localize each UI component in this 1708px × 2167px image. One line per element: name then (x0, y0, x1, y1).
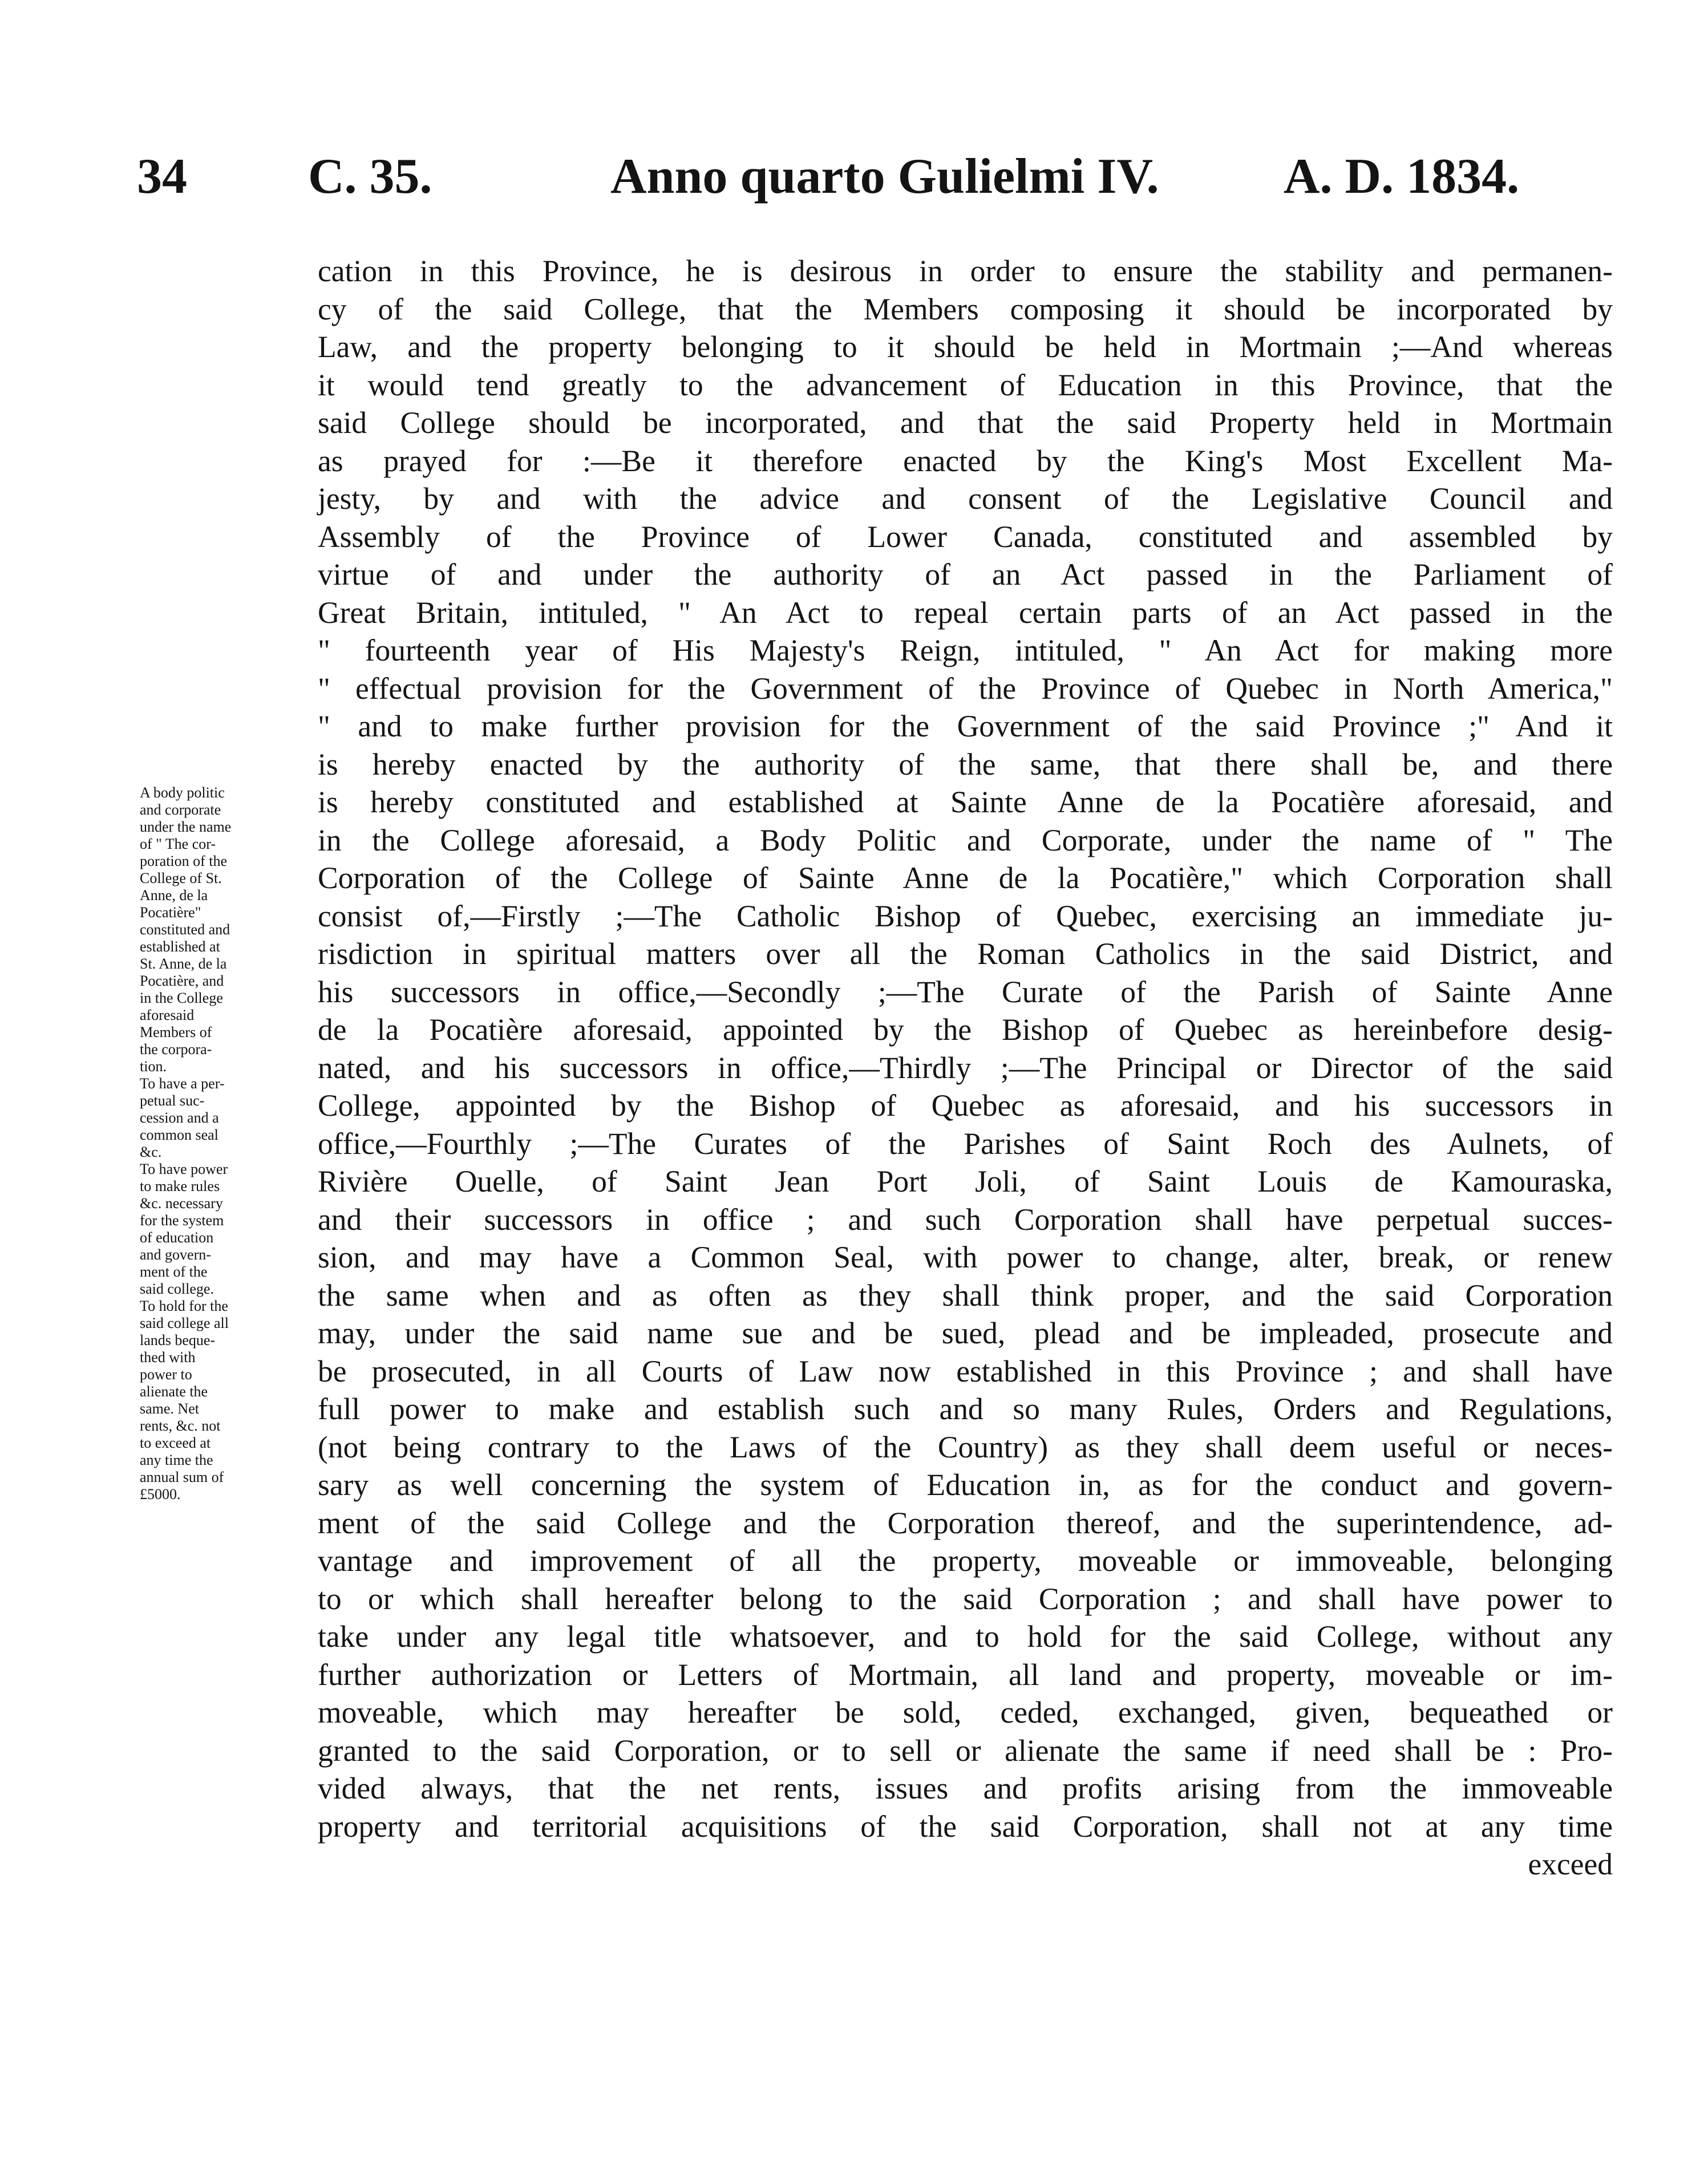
regnal-title: Anno quarto Gulielmi IV. (610, 149, 1159, 204)
text-line: Law, and the property belonging to it should be held in Mortmain ;—And whereas (318, 330, 1613, 364)
text-line: be prosecuted, in all Courts of Law now established in this Province ; and shall have (318, 1354, 1613, 1388)
margin-note-line: rents, &c. not (140, 1417, 221, 1434)
margin-note-line: said college. (140, 1281, 214, 1297)
margin-note-line: Anne, de la (140, 887, 208, 904)
margin-note-line: A body politic (140, 784, 225, 801)
text-line: and their successors in office ; and such Corporation shall have perpetual succes- (318, 1202, 1613, 1237)
text-line: in the College aforesaid, a Body Politic and Corporate, under the name of " The (318, 823, 1613, 857)
statute-text (318, 252, 1613, 1884)
text-line: is hereby enacted by the authority of the same, that there shall be, and there (318, 747, 1613, 781)
margin-note-line: to exceed at (140, 1435, 211, 1451)
margin-note-line: petual suc- (140, 1092, 205, 1109)
margin-note-line: the corpora- (140, 1041, 212, 1058)
margin-note-line: and corporate (140, 801, 221, 818)
margin-note-line: annual sum of (140, 1469, 224, 1485)
catchword: exceed (1528, 1847, 1613, 1881)
margin-note-line: To have a per- (140, 1075, 225, 1092)
margin-notes (140, 784, 305, 1503)
margin-note-line: cession and a (140, 1109, 219, 1126)
margin-note-line: To have power (140, 1161, 228, 1177)
text-line: consist of,—Firstly ;—The Catholic Bishop of Quebec, exercising an immediate ju- (318, 898, 1613, 933)
text-line: vantage and improvement of all the property, moveable or immoveable, belonging (318, 1544, 1613, 1578)
margin-note-line: same. Net (140, 1400, 199, 1417)
margin-note-line: under the name (140, 819, 232, 835)
text-line: his successors in office,—Secondly ;—The Curate of the Parish of Sainte Anne (318, 974, 1613, 1009)
year: A. D. 1834. (1284, 149, 1520, 204)
text-line: granted to the said Corporation, or to sell or alienate the same if need shall be : Pro- (318, 1733, 1613, 1768)
text-line: nated, and his successors in office,—Thirdly ;—The Principal or Director of the said (318, 1050, 1613, 1085)
margin-note-line: To hold for the (140, 1298, 228, 1314)
text-line: vided always, that the net rents, issues and profits arising from the immoveable (318, 1771, 1613, 1805)
text-line: " fourteenth year of His Majesty's Reign, intituled, " An Act for making more (318, 633, 1613, 667)
margin-note-line: of education (140, 1229, 214, 1246)
text-line: College, appointed by the Bishop of Quebec as aforesaid, and his successors in (318, 1088, 1613, 1123)
text-line: jesty, by and with the advice and consent of the Legislative Council and (318, 481, 1613, 516)
text-line: Rivière Ouelle, of Saint Jean Port Joli, of Saint Louis de Kamouraska, (318, 1164, 1613, 1198)
text-line: moveable, which may hereafter be sold, ceded, exchanged, given, bequeathed or (318, 1695, 1613, 1729)
text-line: " and to make further provision for the Government of the said Province ;" And it (318, 709, 1613, 743)
margin-note-line: lands beque- (140, 1332, 216, 1348)
text-line: Great Britain, intituled, " An Act to repeal certain parts of an Act passed in the (318, 595, 1613, 630)
text-line: Corporation of the College of Sainte Anne de la Pocatière," which Corporation shall (318, 861, 1613, 895)
text-line: office,—Fourthly ;—The Curates of the Parishes of Saint Roch des Aulnets, of (318, 1126, 1613, 1161)
margin-note-line: of " The cor- (140, 836, 216, 852)
text-line: risdiction in spiritual matters over all the Roman Catholics in the said District, and (318, 937, 1613, 971)
margin-note-line: common seal (140, 1127, 218, 1143)
margin-note-line: St. Anne, de la (140, 955, 227, 972)
text-line: as prayed for :—Be it therefore enacted by the King's Most Excellent Ma- (318, 443, 1613, 478)
text-line: sion, and may have a Common Seal, with power to change, alter, break, or renew (318, 1240, 1613, 1274)
margin-note-line: and govern- (140, 1246, 211, 1263)
margin-note-line: College of St. (140, 870, 222, 886)
text-line: (not being contrary to the Laws of the Country) as they shall deem useful or neces- (318, 1429, 1613, 1464)
text-line: it would tend greatly to the advancement of Education in this Province, that the (318, 367, 1613, 402)
text-line: sary as well concerning the system of Education in, as for the conduct and govern- (318, 1468, 1613, 1502)
text-line: said College should be incorporated, and that the said Property held in Mortmain (318, 406, 1613, 440)
margin-note-line: to make rules (140, 1178, 220, 1194)
margin-note-line: for the system (140, 1212, 224, 1229)
margin-note-line: tion. (140, 1058, 167, 1075)
chapter-number: C. 35. (308, 149, 432, 204)
margin-note-line: Pocatière, and (140, 973, 224, 989)
text-line: ment of the said College and the Corporation thereof, and the superintendence, ad- (318, 1505, 1613, 1540)
text-line: de la Pocatière aforesaid, appointed by the Bishop of Quebec as hereinbefore desig- (318, 1012, 1613, 1047)
text-line: full power to make and establish such and so many Rules, Orders and Regulations, (318, 1392, 1613, 1426)
margin-note-line: any time the (140, 1452, 213, 1468)
text-line: take under any legal title whatsoever, and to hold for the said College, without any (318, 1619, 1613, 1654)
margin-note-line: ment of the (140, 1263, 208, 1280)
margin-note-line: said college all (140, 1315, 229, 1331)
margin-note-line: alienate the (140, 1383, 208, 1400)
margin-note-line: &c. (140, 1144, 162, 1160)
margin-note-line: power to (140, 1366, 192, 1383)
margin-note-line: constituted and (140, 921, 230, 938)
running-header (137, 143, 1597, 211)
text-line: may, under the said name sue and be sued, plead and be impleaded, prosecute and (318, 1316, 1613, 1350)
text-line: cation in this Province, he is desirous in order to ensure the stability and permanen- (318, 254, 1613, 288)
text-line: is hereby constituted and established at Sainte Anne de la Pocatière aforesaid, and (318, 785, 1613, 819)
margin-note-line: poration of the (140, 853, 228, 869)
margin-note-line: in the College (140, 990, 223, 1006)
margin-note-line: Pocatière" (140, 904, 201, 921)
text-line: Assembly of the Province of Lower Canada, constituted and assembled by (318, 519, 1613, 554)
page-number: 34 (137, 149, 187, 204)
margin-note-line: &c. necessary (140, 1195, 223, 1212)
text-line: virtue of and under the authority of an Act passed in the Parliament of (318, 557, 1613, 592)
text-line: " effectual provision for the Government of the Province of Quebec in North America," (318, 671, 1613, 706)
margin-note-line: established at (140, 938, 220, 955)
margin-note-line: £5000. (140, 1486, 181, 1502)
text-line: the same when and as often as they shall think proper, and the said Corporation (318, 1278, 1613, 1313)
text-line: cy of the said College, that the Members composing it should be incorporated by (318, 291, 1613, 326)
text-line: to or which shall hereafter belong to the said Corporation ; and shall have power to (318, 1581, 1613, 1616)
margin-note-line: thed with (140, 1349, 196, 1366)
text-line: property and territorial acquisitions of the said Corporation, shall not at any time (318, 1809, 1613, 1844)
margin-note-line: Members of (140, 1024, 212, 1040)
margin-note-line: aforesaid (140, 1007, 195, 1023)
text-line: further authorization or Letters of Mortmain, all land and property, moveable or im- (318, 1657, 1613, 1692)
